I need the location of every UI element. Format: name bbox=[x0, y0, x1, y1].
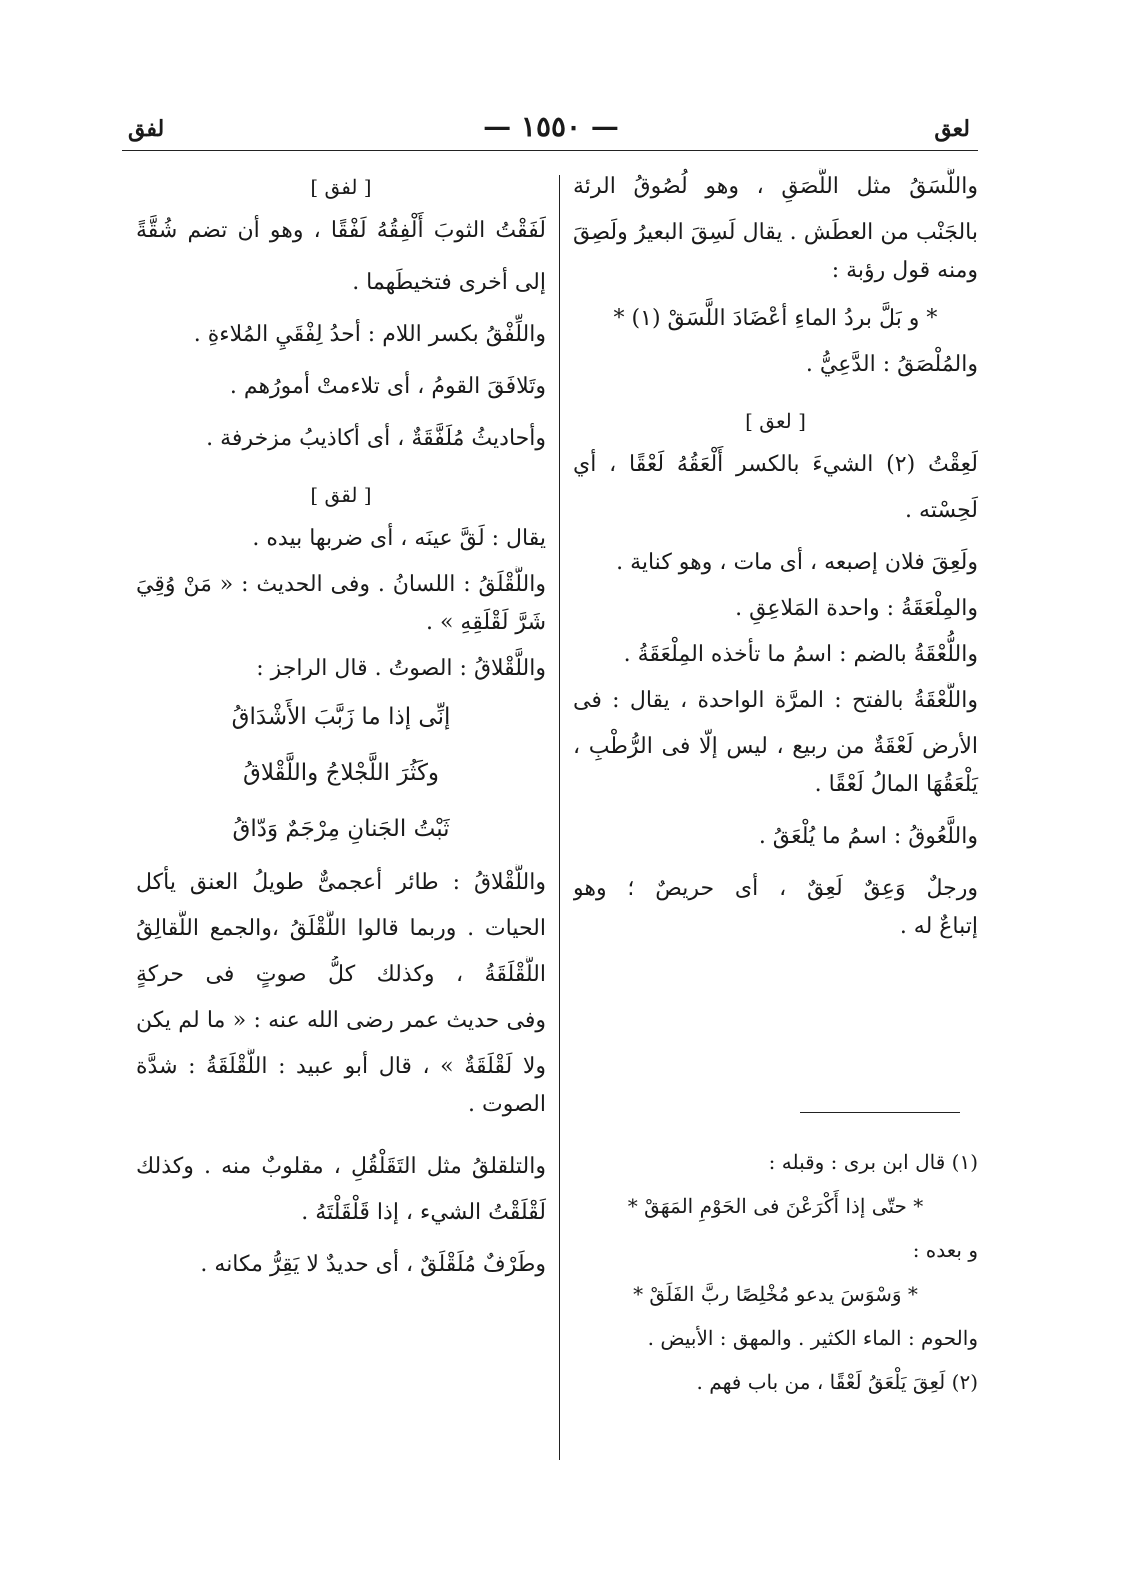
text-line: لَعِقْتُ (٢) الشيءَ بالكسر أَلْعَقُهُ لَعْقًا ، أي bbox=[573, 452, 978, 477]
text-line: واللَّعْقَةُ بالفتح : المرَّة الواحدة ، يقال : فى bbox=[573, 688, 978, 713]
text-line: والمُلْصَقُ : الدَّعِيُّ . bbox=[805, 352, 978, 377]
text-line: واللِّفْقُ بكسر اللام : أحدُ لِفْقَيِ المُلاءةِ . bbox=[193, 322, 546, 347]
page-number: — ١٥٥٠ — bbox=[483, 110, 619, 143]
text-line: إلى أخرى فتخيطَهما . bbox=[352, 270, 546, 295]
entry-heading: [ لفق ] bbox=[310, 175, 372, 199]
text-line: وفى حديث عمر رضى الله عنه : « ما لم يكن bbox=[136, 1008, 546, 1033]
text-line: الحيات . وربما قالوا اللَّقْلَقُ ،والجمع اللَّقالِقُ bbox=[136, 916, 546, 941]
text-line: بالجَنْب من العطَش . يقال لَسِقَ البعيرُ ولَصِقَ bbox=[573, 220, 978, 245]
text-line: ومنه قول رؤبة : bbox=[831, 258, 978, 283]
header-entry-word-right: لعق bbox=[934, 116, 970, 142]
header-entry-word-left: لفق bbox=[128, 116, 165, 142]
text-line: والتلقلقُ مثل التَقَلْقُلِ ، مقلوبٌ منه . وكذلك bbox=[136, 1154, 546, 1179]
text-line: وطَرْفٌ مُلَقْلَقٌ ، أى حديدٌ لا يَقِرُّ مكانه . bbox=[200, 1252, 546, 1277]
verse-line: * و بَلَّ بردُ الماءِ أعْضَادَ اللَّسَقْ (١) * bbox=[613, 306, 938, 331]
text-line: إتباعٌ له . bbox=[899, 914, 978, 939]
text-line: شَرَّ لَقْلَقِهِ » . bbox=[425, 610, 546, 635]
text-line: الأرض لَعْقَةٌ من ربيع ، ليس إلّا فى الرُّطْبِ ، bbox=[573, 734, 978, 759]
verse-line: ثَبْتُ الجَنانِ مِرْجَمٌ وَدّاقُ bbox=[232, 816, 450, 842]
text-line: واللَّقْلاقُ : الصوتُ . قال الراجز : bbox=[256, 656, 546, 681]
footnote-line: (٢) لَعِقَ يَلْعَقُ لَعْقًا ، من باب فهم . bbox=[696, 1370, 978, 1394]
verse-line: إنِّى إذا ما زَبَّبَ الأَشْدَاقُ bbox=[231, 704, 451, 730]
left-column bbox=[136, 168, 546, 1284]
footnote-line: و بعده : bbox=[912, 1238, 978, 1262]
text-line: ولا لَقْلَقَةٌ » ، قال أبو عبيد : اللَّقْلَقَةُ : شدَّة bbox=[136, 1054, 546, 1079]
entry-heading: [ لقق ] bbox=[310, 483, 372, 507]
text-line: يَلْعَقُهَا المالُ لَعْقًا . bbox=[814, 772, 978, 797]
text-line: واللَّسَقُ مثل اللَّصَقِ ، وهو لُصُوقُ الرئة bbox=[573, 174, 978, 199]
text-line: واللَّقْلاقُ : طائر أعجمىٌّ طويلُ العنق يأكل bbox=[136, 870, 546, 895]
page-header bbox=[120, 108, 982, 152]
text-line: والمِلْعَقَةُ : واحدة المَلاعِقِ . bbox=[735, 596, 978, 621]
text-line: ورجلٌ وَعِقٌ لَعِقٌ ، أى حريصٌ ؛ وهو bbox=[573, 876, 978, 901]
text-line: وتَلافَقَ القومُ ، أى تلاءمتْ أمورُهم . bbox=[229, 374, 546, 399]
footnote-verse: * وَسْوَسَ يدعو مُخْلِصًا ربَّ الفَلَقْ * bbox=[633, 1282, 918, 1306]
text-line: لَحِسْته . bbox=[905, 498, 978, 523]
text-line: يقال : لَقَّ عينَه ، أى ضربها بيده . bbox=[252, 526, 546, 551]
text-line: وأحاديثُ مُلَفَّقَةٌ ، أى أكاذيبُ مزخرفة . bbox=[206, 426, 546, 451]
text-line: واللُّعْقَةُ بالضم : اسمُ ما تأخذه المِلْعَقَةُ . bbox=[623, 642, 978, 667]
text-line: الصوت . bbox=[468, 1092, 546, 1117]
right-column bbox=[573, 168, 978, 946]
text-line: لَفَقْتُ الثوبَ أَلْفِقُهُ لَفْقًا ، وهو أن تضم شُقَّةً bbox=[136, 218, 546, 243]
text-line: اللَّقْلَقَةُ ، وكذلك كلُّ صوتٍ فى حركةٍ bbox=[136, 962, 546, 987]
footnotes bbox=[573, 1108, 978, 1408]
text-line: واللَّقْلَقُ : اللسانُ . وفى الحديث : « مَنْ وُقِيَ bbox=[136, 572, 546, 597]
text-line: لَقْلَقْتُ الشيء ، إذا قَلْقَلْتَهُ . bbox=[301, 1200, 546, 1225]
column-divider bbox=[559, 175, 560, 1460]
text-line: واللَّعُوقُ : اسمُ ما يُلْعَقُ . bbox=[758, 824, 978, 849]
verse-line: وكَثُرَ اللَّجْلاجُ واللَّقْلاقُ bbox=[242, 760, 440, 786]
text-line: ولَعِقَ فلان إصبعه ، أى مات ، وهو كناية . bbox=[616, 550, 978, 575]
footnote-line: والحوم : الماء الكثير . والمهق : الأبيض . bbox=[647, 1326, 978, 1350]
footnote-verse: * حتّى إذا أَكْرَعْنَ فى الحَوْمِ المَهَقْ * bbox=[627, 1194, 924, 1218]
footnote-line: (١) قال ابن برى : وقبله : bbox=[768, 1150, 978, 1174]
entry-heading: [ لعق ] bbox=[745, 409, 806, 433]
header-divider bbox=[122, 150, 978, 151]
